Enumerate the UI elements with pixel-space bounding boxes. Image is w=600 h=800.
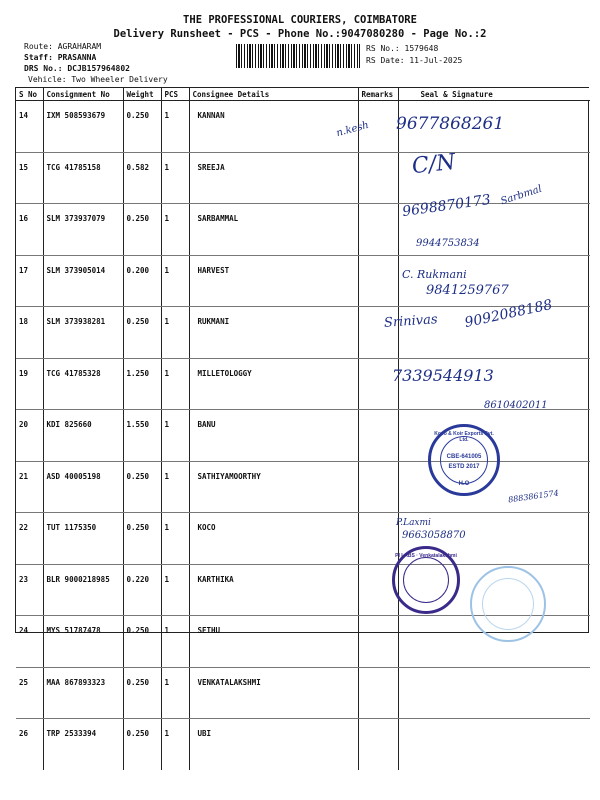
signature-phone-19: 9092088188 [463,296,554,332]
staff-info [24,53,96,62]
cell-remarks [358,667,398,719]
cell-pcs: 1 [161,461,189,513]
cell-pcs: 1 [161,101,189,153]
cell-consignment: TRP 2533394 [43,719,123,770]
cell-sno: 20 [16,410,43,462]
signature-phone-23: 8883861574 [507,488,560,505]
cell-sno: 15 [16,152,43,204]
cell-weight: 0.250 [123,719,161,770]
cell-consignee: KARTHIKA [189,564,358,616]
cell-sno: 25 [16,667,43,719]
table-row [16,358,590,410]
cell-pcs: 1 [161,719,189,770]
cell-remarks [358,358,398,410]
cell-remarks [358,616,398,668]
cell-weight: 0.250 [123,616,161,668]
cell-pcs: 1 [161,667,189,719]
cell-weight: 0.200 [123,255,161,307]
cell-consignee: RUKMANI [189,307,358,359]
cell-consignment: SLM 373905014 [43,255,123,307]
cell-weight: 0.250 [123,461,161,513]
cell-signature [398,101,590,153]
cell-consignment: MYS 51787478 [43,616,123,668]
column-header-sno: S No [16,88,43,101]
rs-number-value: 1579648 [404,44,439,53]
cell-signature [398,358,590,410]
cell-signature [398,149,590,204]
pi-labs-seal-text: PI LABS · Venkatalakshmi [395,553,457,559]
cell-signature [398,204,590,256]
cell-weight: 0.250 [123,307,161,359]
cell-consignee: HARVEST [189,255,358,307]
cell-signature [398,307,590,359]
signature-phone-18: 9841259767 [426,283,509,298]
table-row [16,719,590,770]
table-row [16,152,590,204]
cell-remarks [358,461,398,513]
company-title: THE PROFESSIONAL COURIERS, COIMBATORE [183,14,417,26]
table-row [16,307,590,359]
cell-sno: 24 [16,616,43,668]
table-row [16,461,590,513]
signature-mark-19: Srinivas [383,312,439,331]
signature-phone-16: 9698870173 [401,191,492,221]
cell-signature [398,564,590,616]
route-value: AGRAHARAM [57,42,102,51]
cell-sno: 21 [16,461,43,513]
cell-sno: 23 [16,564,43,616]
cell-remarks [358,307,398,359]
column-header-remarks: Remarks [358,88,398,101]
signature-phone-17: 9944753834 [416,238,480,249]
table-row [16,564,590,616]
signature-phone-24: 9663058870 [402,530,466,541]
company-seal-estd: ESTD 2017 [448,464,480,470]
column-header-consignee: Consignee Details [189,88,358,101]
vehicle-info [28,75,168,84]
signature-name-24: P.Laxmi [396,518,431,528]
cell-consignment: SLM 373938281 [43,307,123,359]
staff-value: PRASANNA [57,53,97,62]
cell-signature [398,667,590,719]
table-row [16,101,590,153]
cell-pcs: 1 [161,564,189,616]
cell-pcs: 1 [161,255,189,307]
cell-sno: 17 [16,255,43,307]
cell-consignment: SLM 373937079 [43,204,123,256]
cell-consignment: IXM 508593679 [43,101,123,153]
cell-sno: 18 [16,307,43,359]
remark-handwriting-14: n.kesh [335,119,371,140]
vehicle-label: Vehicle: [28,75,67,84]
rs-number-label: RS No.: [366,44,400,53]
cell-remarks [358,719,398,770]
signature-mark-16: Sarbmal [499,183,544,208]
cell-pcs: 1 [161,358,189,410]
column-header-signature: Seal & Signature [398,88,590,101]
drs-label: DRS No.: [24,64,63,73]
cell-remarks [358,410,398,462]
cell-remarks [358,513,398,565]
runsheet-title: Delivery Runsheet - PCS - Phone No.:9047080280 - Page No.:2 [113,28,487,40]
cell-sno: 19 [16,358,43,410]
column-header-pcs: PCS [161,88,189,101]
route-label: Route: [24,42,53,51]
cell-signature [398,719,590,770]
cell-consignee: SARBAMMAL [189,204,358,256]
cell-sno: 26 [16,719,43,770]
route-info [24,42,101,51]
cell-consignee: UBI [189,719,358,770]
rs-date-label: RS Date: [366,56,405,65]
cell-signature [398,513,590,565]
drs-value: DCJB157964802 [67,64,130,73]
cell-consignment: ASD 40005198 [43,461,123,513]
cell-weight: 0.582 [123,152,161,204]
cell-consignee: MILLETOLOGGY [189,358,358,410]
cell-consignee: KOCO [189,513,358,565]
cell-weight: 0.250 [123,204,161,256]
table-row [16,616,590,668]
cell-consignment: BLR 9000218985 [43,564,123,616]
cell-weight: 0.250 [123,667,161,719]
cell-weight: 0.250 [123,513,161,565]
cell-pcs: 1 [161,204,189,256]
cell-consignment: MAA 867893323 [43,667,123,719]
cell-remarks [358,255,398,307]
cell-sno: 22 [16,513,43,565]
table-header-row [16,88,590,101]
cell-remarks [358,204,398,256]
signature-phone-21: 8610402011 [484,400,548,411]
cell-weight: 1.550 [123,410,161,462]
table-row [16,513,590,565]
company-seal-name: Koco & Koir Exports Pvt. Ltd. [434,431,494,443]
cell-signature [398,255,590,307]
cell-sno: 16 [16,204,43,256]
signature-note-15: C/N [410,149,457,180]
delivery-table [16,88,590,770]
cell-consignee: BANU [189,410,358,462]
cell-consignee: SREEJA [189,152,358,204]
company-seal-code: CBE-641005 [446,454,482,460]
cell-weight: 0.220 [123,564,161,616]
cell-pcs: 1 [161,616,189,668]
cell-consignee: KANNAN [189,101,358,153]
cell-weight: 1.250 [123,358,161,410]
cell-pcs: 1 [161,152,189,204]
column-header-weight: Weight [123,88,161,101]
cell-remarks [358,101,398,153]
cell-signature [398,461,590,513]
drs-info [24,64,130,73]
signature-name-18: C. Rukmani [402,268,467,281]
delivery-table-frame [15,87,589,738]
company-seal-office: H.O [458,481,470,487]
cell-pcs: 1 [161,513,189,565]
cell-remarks [358,152,398,204]
cell-consignment: KDI 825660 [43,410,123,462]
signature-phone-14: 9677868261 [396,114,505,134]
table-row [16,255,590,307]
cell-signature [398,616,590,668]
cell-sno: 14 [16,101,43,153]
cell-remarks [358,564,398,616]
column-header-consignment: Consignment No [43,88,123,101]
cell-consignment: TCG 41785158 [43,152,123,204]
cell-pcs: 1 [161,307,189,359]
cell-consignee: SETHU [189,616,358,668]
cell-weight: 0.250 [123,101,161,153]
cell-consignee: VENKATALAKSHMI [189,667,358,719]
table-row [16,410,590,462]
rs-date-info [366,56,462,65]
cell-signature [398,410,590,462]
runsheet-barcode [236,44,360,68]
table-row [16,204,590,256]
rs-date-value: 11-Jul-2025 [409,56,463,65]
rs-number-info [366,44,438,53]
table-row [16,667,590,719]
table-body [16,101,590,770]
cell-consignment: TCG 41785328 [43,358,123,410]
staff-label: Staff: [24,53,53,62]
cell-consignee: SATHIYAMOORTHY [189,461,358,513]
cell-consignment: TUT 1175350 [43,513,123,565]
vehicle-value: Two Wheeler Delivery [71,75,168,84]
cell-pcs: 1 [161,410,189,462]
signature-phone-20: 7339544913 [392,366,494,385]
